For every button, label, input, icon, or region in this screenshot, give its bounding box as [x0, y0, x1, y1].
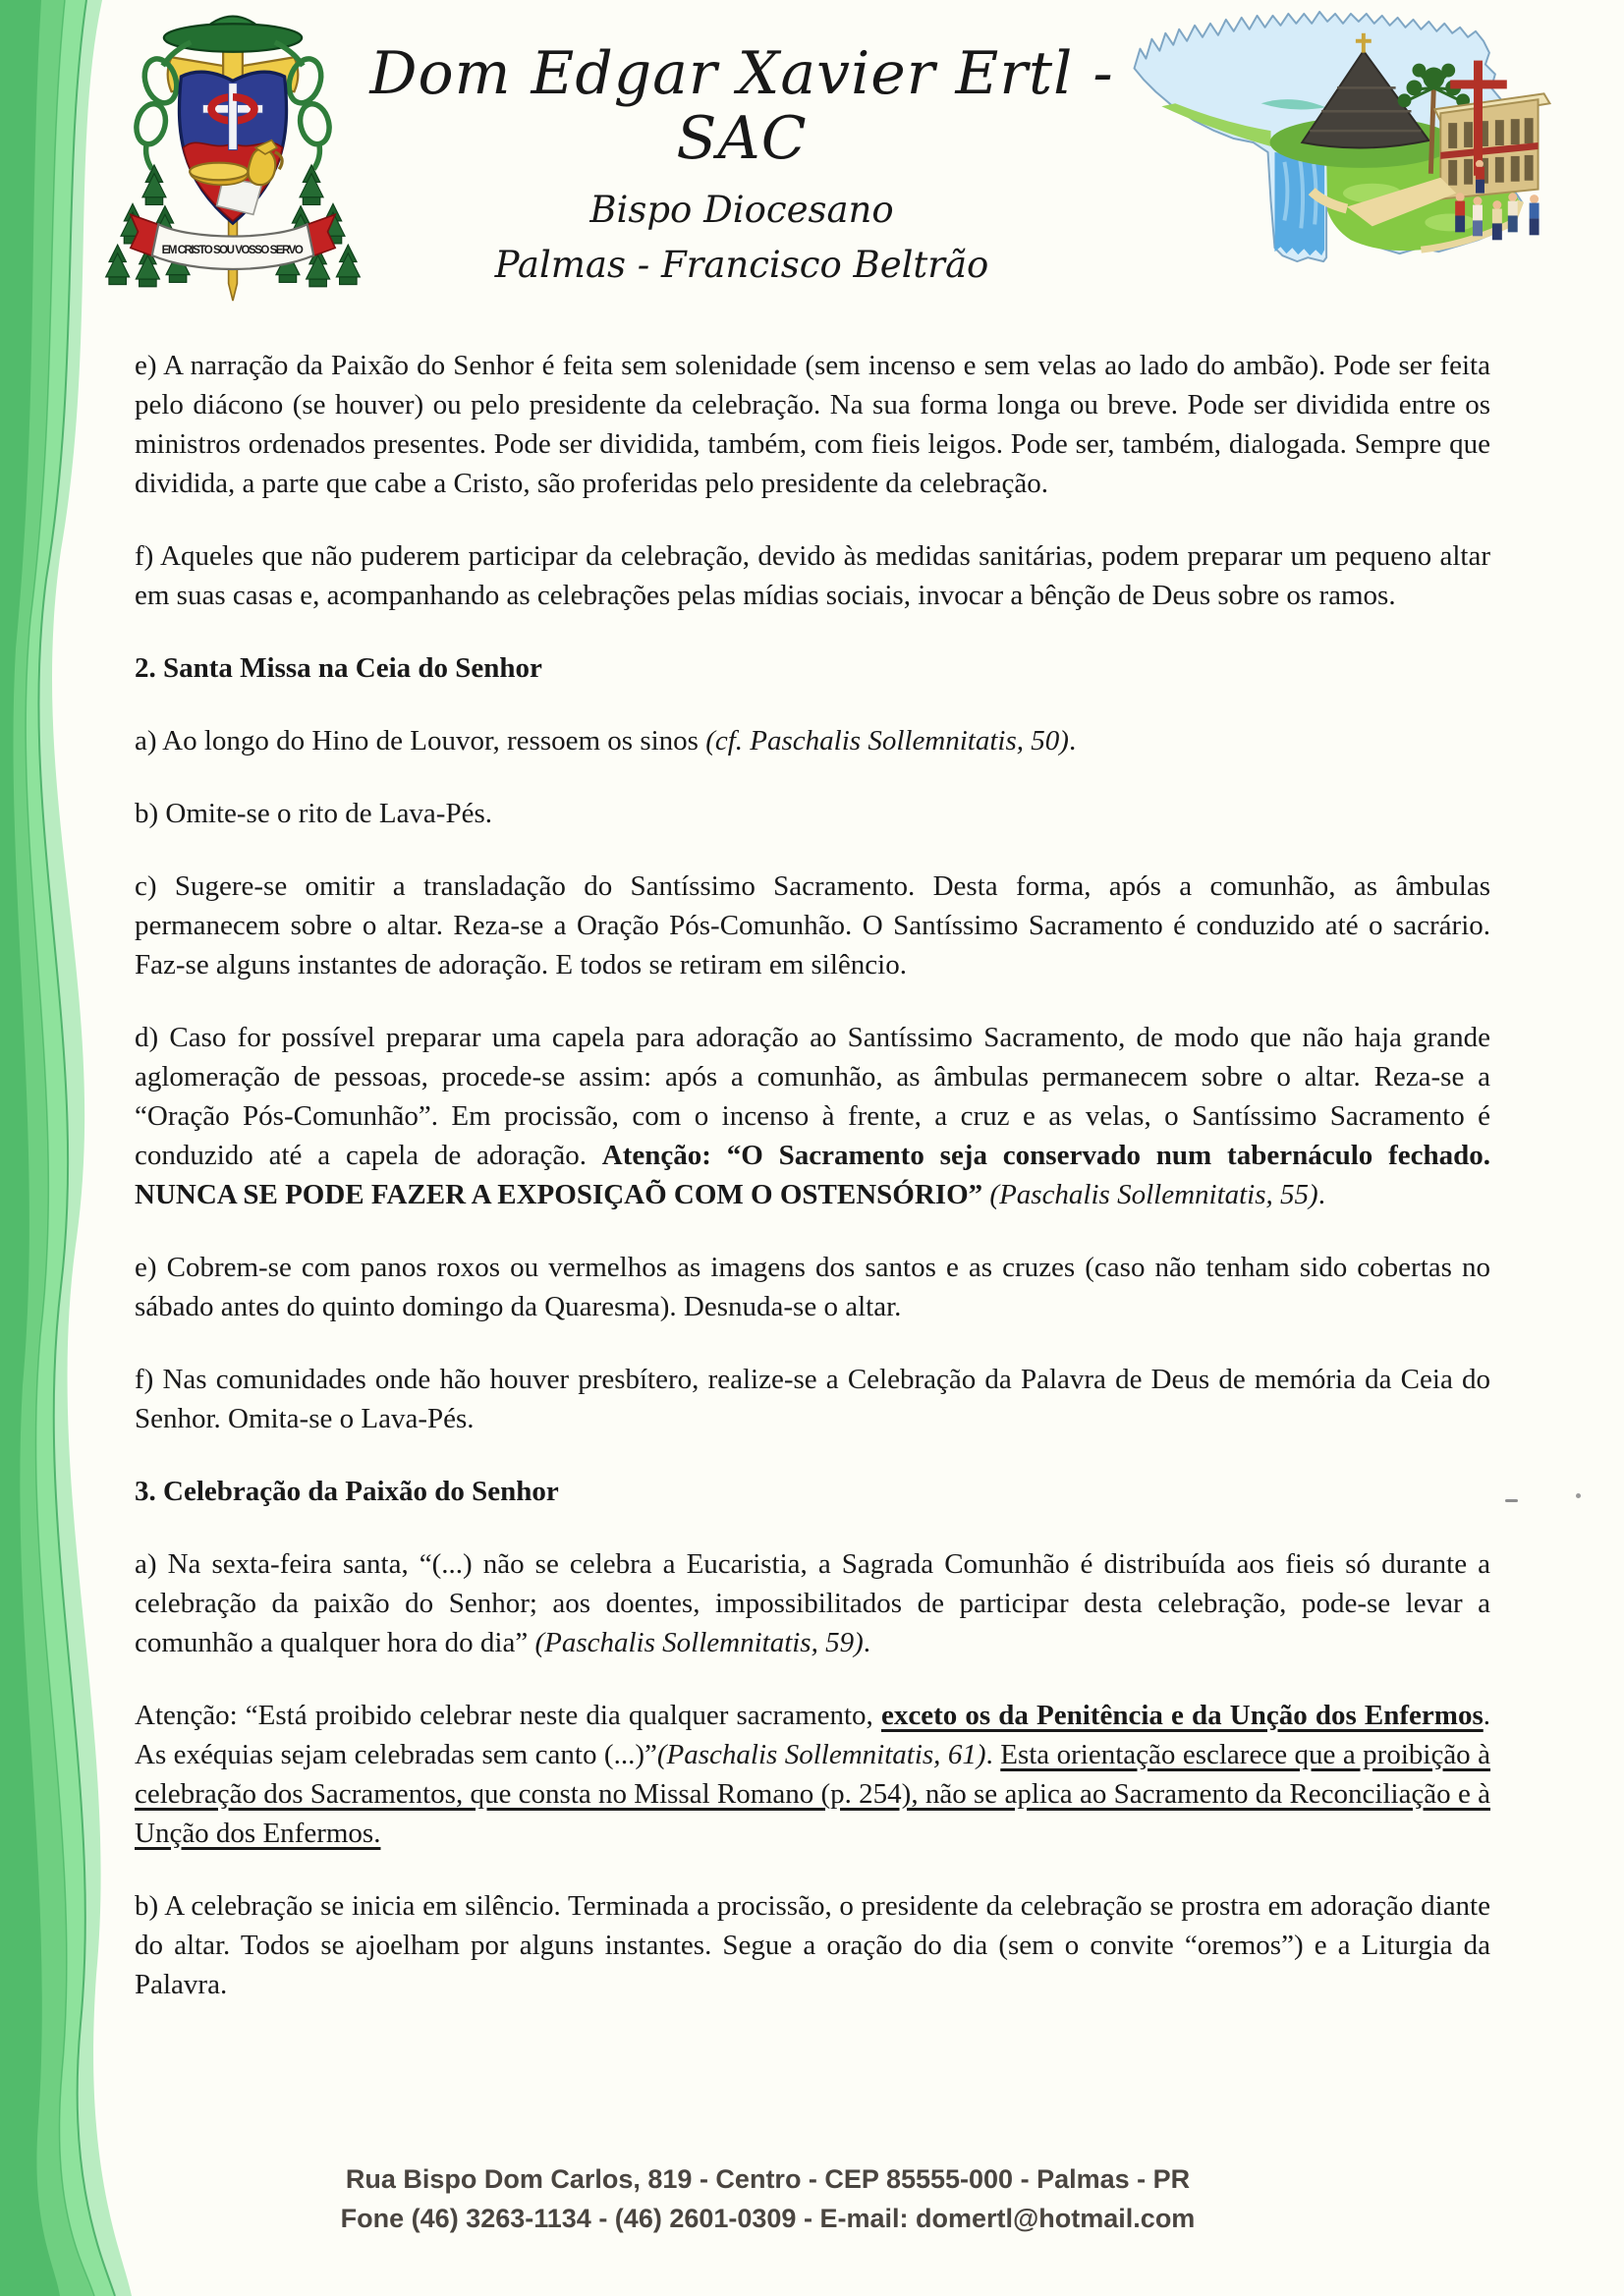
paragraph: Atenção: “Está proibido celebrar neste dia qualquer sacramento, exceto os da Penitência e da Unção dos Enfermos. As exéquias sejam celebradas sem canto (...)”(Paschalis Sollemnitatis, 61). Esta orientação esclarece que a proibição à celebração dos Sacramentos, que consta no Missal Romano (p. 254), não se aplica ao Sacramento da Reconciliação e à Unção dos Enfermos. [135, 1700, 1491, 1849]
paragraph: f) Aqueles que não puderem participar da celebração, devido às medidas sanitárias, podem preparar um pequeno altar em suas casas e, acompanhando as celebrações pelas mídias sociais, invocar a bênção de Deus sobre os ramos. [135, 540, 1490, 611]
crest-motto: EM CRISTO SOU VOSSO SERVO [161, 244, 305, 256]
jug-body [249, 149, 276, 185]
diocese-name: Palmas - Francisco Beltrão [494, 244, 989, 286]
paragraph: a) Na sexta-feira santa, “(...) não se celebra a Eucaristia, a Sagrada Comunhão é distribuída aos fieis só durante a celebração da paixão do Senhor; aos doentes, impossibilitados de participar desta celebração, pode-se levar a comunhão a qualquer hora do dia” (Paschalis Sollemnitatis, 59). [135, 1548, 1490, 1658]
coat-of-arms [96, 10, 369, 322]
document-body [135, 346, 1490, 2038]
scan-artifact-dash [1505, 1499, 1518, 1502]
paragraph: e) A narração da Paixão do Senhor é feita sem solenidade (sem incenso e sem velas ao lado do ambão). Pode ser feita pelo diácono (se houver) ou pelo presidente da celebração. Na sua forma longa ou breve. Pode ser dividida entre os ministros ordenados presentes. Pode ser dividida, também, com fieis leigos. Pode ser, também, dialogada. Sempre que dividida, a parte que cabe a Cristo, são proferidas pelo presidente da celebração. [135, 350, 1490, 499]
green-wave-border [0, 0, 147, 2296]
diocese-map-illustration [1116, 6, 1566, 279]
paragraph: f) Nas comunidades onde hão houver presbítero, realize-se a Celebração da Palavra de Deus de memória da Ceia do Senhor. Omita-se o Lava-Pés. [135, 1364, 1490, 1434]
scan-artifact-dot [1576, 1493, 1581, 1498]
bowl-rim [190, 163, 248, 181]
paragraph: b) Omite-se o rito de Lava-Pés. [135, 798, 493, 829]
section-heading: 3. Celebração da Paixão do Senhor [135, 1476, 559, 1507]
paragraph: e) Cobrem-se com panos roxos ou vermelhos as imagens dos santos e as cruzes (caso não tenham sido cobertas no sábado antes do quinto domingo da Quaresma). Desnuda-se o altar. [135, 1252, 1490, 1322]
bishop-name: Dom Edgar Xavier Ertl - SAC [369, 39, 1114, 173]
silver-cross-upright [229, 84, 238, 150]
red-cross-upright [1474, 61, 1483, 176]
araucaria-trunk [1430, 87, 1433, 173]
footer-contact: Fone (46) 3263-1134 - (46) 2601-0309 - E-mail: domertl@hotmail.com [340, 2204, 1196, 2233]
section-heading: 2. Santa Missa na Ceia do Senhor [135, 652, 542, 684]
footer-address: Rua Bispo Dom Carlos, 819 - Centro - CEP 85555-000 - Palmas - PR [345, 2164, 1191, 2194]
paragraph: b) A celebração se inicia em silêncio. Terminada a procissão, o presidente da celebração se prostra em adoração diante do altar. Todos se ajoelham por alguns instantes. Segue a oração do dia (sem o convite “oremos”) e a Liturgia da Palavra. [135, 1890, 1490, 2000]
footer [0, 2159, 1580, 2238]
bishop-role: Bispo Diocesano [589, 189, 894, 231]
paragraph: a) Ao longo do Hino de Louvor, ressoem os sinos (cf. Paschalis Sollemnitatis, 50). [135, 725, 1077, 756]
paragraph: c) Sugere-se omitir a transladação do Santíssimo Sacramento. Desta forma, após a comunhão, as âmbulas permanecem sobre o altar. Reza-se a Oração Pós-Comunhão. O Santíssimo Sacramento é conduzido até o sacrário. Faz-se alguns instantes de adoração. E todos se retiram em silêncio. [135, 870, 1490, 980]
red-cross-bar [1450, 80, 1507, 88]
letterhead-text [354, 41, 1130, 287]
paragraph: d) Caso for possível preparar uma capela para adoração ao Santíssimo Sacramento, de modo que não haja grande aglomeração de pessoas, procede-se assim: após a comunhão, as âmbulas permanecem sobre o altar. Reza-se a “Oração Pós-Comunhão”. Em procissão, com o incenso à frente, a cruz e as velas, o Santíssimo Sacramento é conduzido até a capela de adoração. Atenção: “O Sacramento seja conservado num tabernáculo fechado. NUNCA SE PODE FAZER A EXPOSIÇAÕ COM O OSTENSÓRIO” (Paschalis Sollemnitatis, 55). [135, 1022, 1490, 1210]
letterhead [0, 0, 1624, 329]
